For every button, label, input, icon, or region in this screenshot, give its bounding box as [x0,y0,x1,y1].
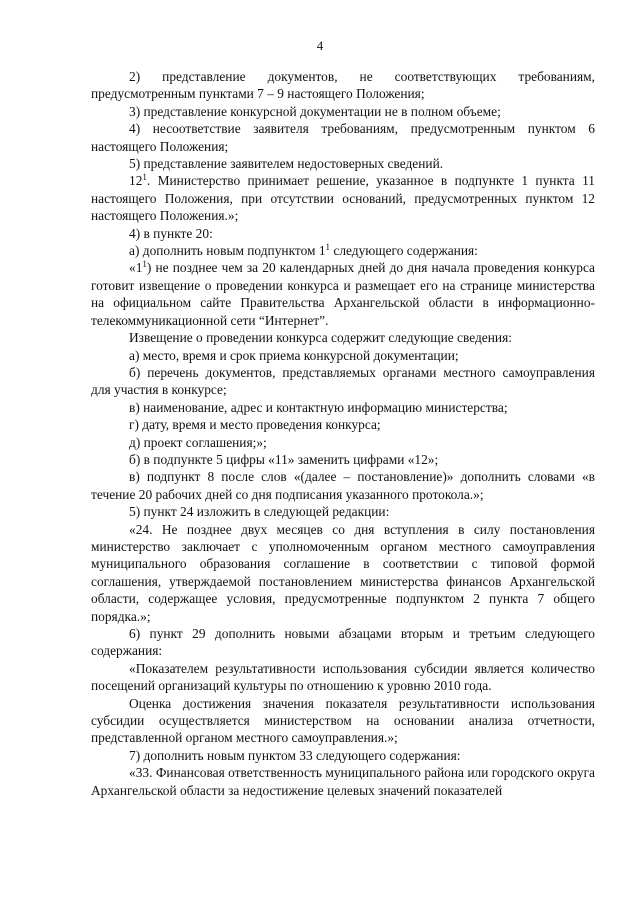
paragraph: в) наименование, адрес и контактную информацию министерства; [129,399,508,415]
paragraph-text: «1 [129,260,143,276]
paragraph-text: . Министерство принимает решение, указанное в подпункте 1 пункта 11 настоящего Положения, при отсутствии оснований, предусмотренных пунктом 12 настоящего Положения.»; [91,173,595,224]
paragraph-text: 12 [129,173,143,189]
paragraph-text: а) дополнить новым подпунктом 1 [129,243,326,259]
paragraph [91,172,595,224]
paragraph-text: следующего содержания: [330,243,478,259]
paragraph: 6) пункт 29 дополнить новыми абзацами вторым и третьим следующего содержания: [91,626,595,659]
paragraph: 5) пункт 24 изложить в следующей редакции: [129,504,390,520]
paragraph [91,259,595,329]
document-body [91,68,595,799]
paragraph: б) перечень документов, представляемых органами местного самоуправления для участия в конкурсе; [91,364,595,398]
paragraph: б) в подпункте 5 цифры «11» заменить цифрами «12»; [129,451,439,467]
superscript-index: 1 [325,242,331,253]
paragraph: «Показателем результативности использования субсидии является количество посещений организаций культуры по отношению к уровню 2010 года. [91,660,595,694]
paragraph-text: ) не позднее чем за 20 календарных дней до дня начала проведения конкурса готовит извещение о проведении конкурса и размещает его на странице министерства на официальном сайте Правительства Архангельской области в информационно-телекоммуникационной сети “Интернет”. [91,260,595,328]
paragraph: 4) несоответствие заявителя требованиям, предусмотренным пунктом 6 настоящего Положения; [91,121,595,154]
paragraph: 7) дополнить новым пунктом 33 следующего содержания: [129,747,461,763]
page-number: 4 [316,38,324,53]
paragraph: Извещение о проведении конкурса содержит следующие сведения: [129,330,512,346]
paragraph: 3) представление конкурсной документации не в полном объеме; [129,103,501,119]
paragraph: Оценка достижения значения показателя результативности использования субсидии осуществляется министерством на основании анализа отчетности, представленной органом местного самоуправления.»; [91,695,595,746]
superscript-index: 1 [142,172,147,183]
superscript-index: 1 [142,259,147,270]
paragraph: 4) в пункте 20: [129,225,213,241]
paragraph: д) проект соглашения;»; [129,434,267,450]
paragraph: г) дату, время и место проведения конкурса; [129,417,381,433]
paragraph: «33. Финансовая ответственность муниципального района или городского округа Архангельской области за недостижение целевых значений показателей [91,765,595,798]
paragraph: а) место, время и срок приема конкурсной документации; [129,347,459,363]
paragraph: 2) представление документов, не соответствующих требованиям, предусмотренным пунктами 7 – 9 настоящего Положения; [91,69,595,102]
paragraph [91,242,595,259]
paragraph: «24. Не позднее двух месяцев со дня вступления в силу постановления министерство заключает с уполномоченным органом местного самоуправления муниципального образования соглашение в соответствии с типовой формой соглашения, утверждаемой постановлением министерства финансов Архангельской области, содержащее условия, предусмотренные подпунктом 2 пункта 7 общего порядка.»; [91,521,595,624]
paragraph: в) подпункт 8 после слов «(далее – постановление)» дополнить словами «в течение 20 рабочих дней со дня подписания указанного протокола.»; [91,469,595,502]
paragraph: 5) представление заявителем недостоверных сведений. [129,156,444,172]
